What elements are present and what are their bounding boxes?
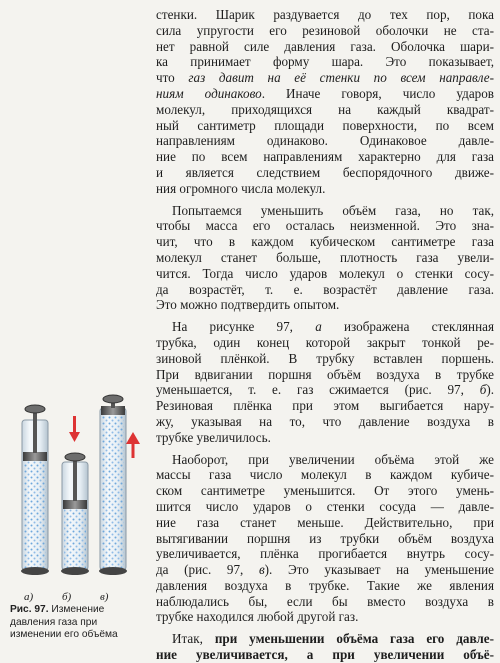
text-line (156, 515, 494, 531)
text-line (156, 382, 494, 398)
figure-caption (10, 604, 150, 642)
text-line (156, 594, 494, 610)
arrow-down-icon (69, 416, 80, 442)
text-line (156, 282, 494, 298)
text-run: Попытаемся уменьшить объём газа, но так, (172, 202, 494, 218)
text-run: вытягивании поршня из трубки объём воздуха (156, 530, 494, 546)
text-line (156, 531, 494, 547)
figure-97 (0, 0, 152, 651)
text-line (156, 398, 494, 414)
text-run: массы газа число молекул в каждом кубиче- (156, 467, 494, 483)
text-line (156, 297, 494, 313)
paragraph (156, 7, 494, 197)
figure-caption-line: Изменение (51, 604, 105, 615)
text-line (156, 266, 494, 282)
text-line (156, 414, 494, 430)
text-line (156, 54, 494, 70)
tubes-illustration (0, 380, 152, 580)
text-run: да возрастёт, т. е. возрастёт давление газа. (156, 281, 494, 297)
text-line (156, 367, 494, 383)
text-line (156, 467, 494, 483)
text-run: чится. Тогда число ударов молекул о стенки сосу- (156, 265, 494, 281)
text-run: ском сантиметре уменьшится. От этого умень- (156, 483, 494, 499)
paragraph (156, 452, 494, 626)
italic-run: а (315, 319, 322, 335)
text-line (156, 133, 494, 149)
text-line (156, 250, 494, 266)
italic-run: ниям одинаково (156, 85, 262, 101)
text-line (156, 647, 494, 663)
text-run: стенки. Шарик раздувается до тех пор, пока (156, 7, 494, 22)
tube-a (21, 405, 49, 575)
text-line (156, 7, 494, 23)
text-run: что (156, 70, 189, 86)
text-run: изображена стеклянная (321, 319, 494, 335)
figure-label-a: а) (24, 591, 34, 603)
text-run: молекул станет больше, плотность газа увели- (156, 249, 494, 265)
text-run: трубке находился любой другой газ. (156, 609, 359, 625)
tube-c (99, 395, 140, 575)
figure-caption-line: изменении его объёма (10, 629, 118, 641)
text-run: давления воздуха в трубке. Такие же явления (156, 577, 494, 593)
paragraph (156, 319, 494, 445)
text-line (156, 335, 494, 351)
text-line (156, 430, 494, 446)
text-line (156, 118, 494, 134)
text-run: и является следствием беспорядочного движе- (156, 164, 494, 180)
text-run: чтобы масса его осталась неизменной. Это зна- (156, 218, 494, 234)
text-run: ный сантиметр площади поверхности, по всем (156, 117, 494, 133)
text-run: ). Это указывает на уменьшение (264, 562, 494, 578)
text-line (156, 23, 494, 39)
text-run: Наоборот, при увеличении объёма этой же (172, 451, 494, 467)
text-run: молекул, приходящихся на каждый квадрат- (156, 101, 494, 117)
text-run: направлениям одинаково. Одинаковое давле- (156, 133, 494, 149)
text-line (156, 578, 494, 594)
text-line (156, 218, 494, 234)
figure-label-b: б) (62, 591, 72, 603)
tube-b (61, 416, 89, 575)
text-line (156, 86, 494, 102)
text-line (156, 631, 494, 647)
text-line (156, 102, 494, 118)
text-run: шится число ударов о стенки сосуда — давле- (156, 498, 494, 514)
text-line (156, 609, 494, 625)
text-run: чит, что в каждом кубическом сантиметре газа (156, 234, 494, 250)
text-run: При вдвигании поршня объём воздуха в трубке (156, 366, 494, 382)
text-run: ние газа станет меньше. Действительно, при (156, 514, 494, 530)
text-line (156, 452, 494, 468)
text-run: ). (486, 382, 494, 398)
text-run: ние по всем направлениям характерно для газа (156, 149, 494, 165)
text-line (156, 319, 494, 335)
text-line (156, 181, 494, 197)
text-line (156, 165, 494, 181)
text-run: жу, указывая на то, что давление воздуха в (156, 413, 494, 429)
text-run: трубке увеличилось. (156, 429, 271, 445)
text-line (156, 234, 494, 250)
bold-run: ние увеличивается, а при увеличении объё- (156, 647, 494, 663)
text-run: ка принимает форму шара. Это показывает, (156, 54, 494, 70)
bold-run: при уменьшении объёма газа его давле- (214, 631, 495, 647)
figure-caption-number: Рис. 97. (10, 604, 49, 615)
figure-label-c: в) (100, 591, 109, 603)
italic-run: газ давит на её стенки по всем направле- (188, 70, 494, 86)
text-run: . Иначе говоря, число ударов (261, 85, 494, 101)
text-run: да (рис. 97, (156, 562, 259, 578)
text-run: наблюдались бы, если бы вместо воздуха в (156, 593, 494, 609)
text-line (156, 499, 494, 515)
text-run: уменьшается, т. е. газ сжимается (рис. 97, (156, 382, 480, 398)
text-line (156, 351, 494, 367)
arrow-up-icon (126, 432, 140, 458)
text-run: увеличивается, плёнка прогибается внутрь сосу- (156, 546, 494, 562)
italic-run: в (258, 562, 265, 578)
figure-caption-line: давления газа при (10, 616, 98, 628)
text-line (156, 203, 494, 219)
text-run: Резиновая плёнка при этом выгибается нару- (156, 398, 494, 414)
text-run: На рисунке 97, (172, 319, 316, 335)
text-run: трубка, один конец которой закрыт тонкой ре- (156, 334, 494, 350)
text-run: Итак, (172, 631, 215, 647)
text-run: ния огромного числа молекул. (156, 180, 326, 196)
text-line (156, 70, 494, 86)
paragraph (156, 631, 494, 663)
text-run: нет равной силе давления газа. Оболочка шари- (156, 38, 494, 54)
text-run: зиновой плёнкой. В трубку вставлен поршень. (156, 350, 494, 366)
main-text (156, 7, 494, 663)
text-line (156, 39, 494, 55)
text-run: сила упругости его резиновой оболочки не ста- (156, 22, 494, 38)
paragraph (156, 203, 494, 314)
text-line (156, 483, 494, 499)
italic-run: б (479, 382, 487, 398)
text-line (156, 562, 494, 578)
text-line (156, 546, 494, 562)
text-run: Это можно подтвердить опытом. (156, 297, 340, 313)
text-line (156, 149, 494, 165)
